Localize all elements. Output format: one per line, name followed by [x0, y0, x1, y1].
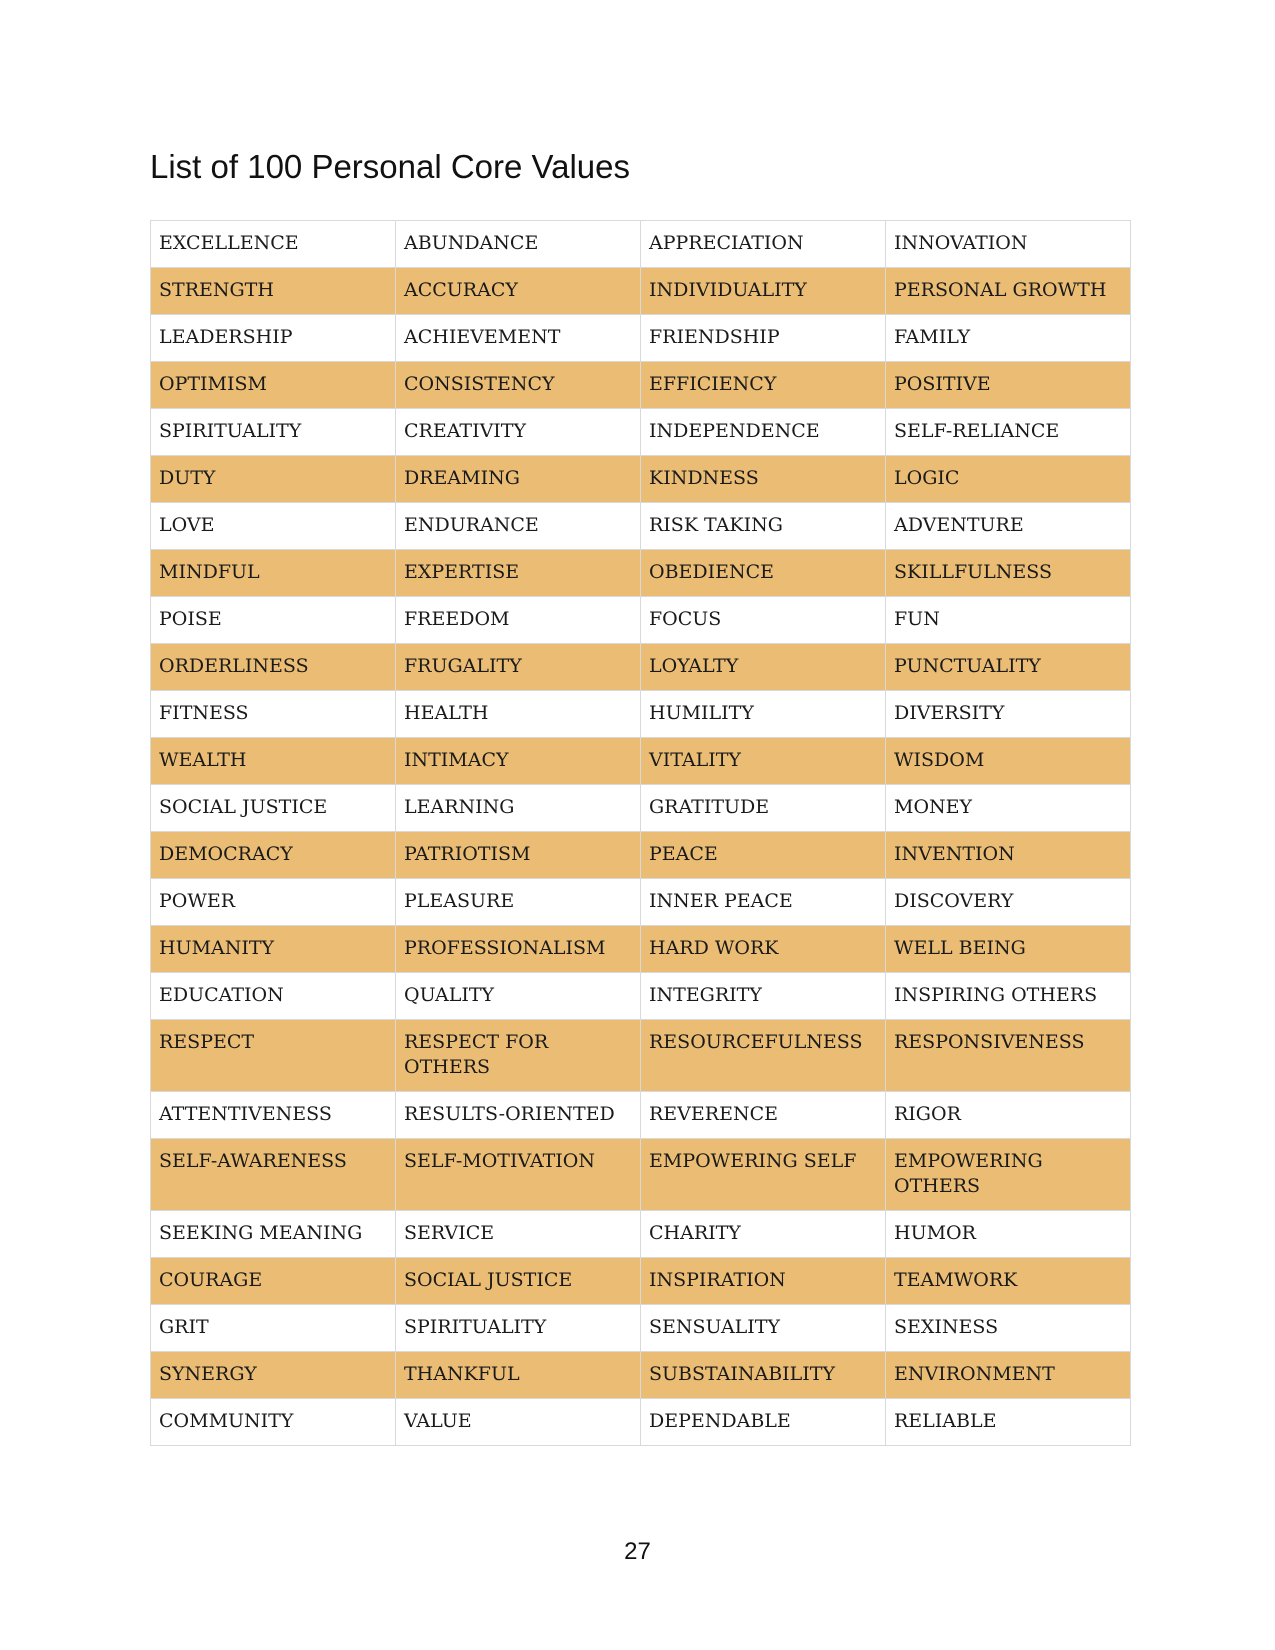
- table-cell: FAMILY: [886, 315, 1131, 362]
- table-row: [151, 503, 1131, 550]
- table-cell: RELIABLE: [886, 1399, 1131, 1446]
- table-cell: FRIENDSHIP: [641, 315, 886, 362]
- table-row: [151, 1258, 1131, 1305]
- table-cell: TEAMWORK: [886, 1258, 1131, 1305]
- core-values-table: [150, 220, 1131, 1446]
- table-row: [151, 691, 1131, 738]
- table-cell: MONEY: [886, 785, 1131, 832]
- page-title: List of 100 Personal Core Values: [150, 148, 630, 185]
- table-cell: PROFESSIONALISM: [396, 926, 641, 973]
- table-cell: PATRIOTISM: [396, 832, 641, 879]
- table-cell: HEALTH: [396, 691, 641, 738]
- table-cell: SPIRITUALITY: [396, 1305, 641, 1352]
- table-row: [151, 1399, 1131, 1446]
- table-cell: DEPENDABLE: [641, 1399, 886, 1446]
- table-cell: SEXINESS: [886, 1305, 1131, 1352]
- table-row: [151, 550, 1131, 597]
- table-cell: REVERENCE: [641, 1092, 886, 1139]
- table-row: [151, 1139, 1131, 1211]
- table-cell: ORDERLINESS: [151, 644, 396, 691]
- table-cell: SPIRITUALITY: [151, 409, 396, 456]
- table-cell: KINDNESS: [641, 456, 886, 503]
- table-cell: SELF-RELIANCE: [886, 409, 1131, 456]
- table-cell: SENSUALITY: [641, 1305, 886, 1352]
- table-cell: INSPIRATION: [641, 1258, 886, 1305]
- table-cell: INTEGRITY: [641, 973, 886, 1020]
- table-cell: PUNCTUALITY: [886, 644, 1131, 691]
- table-cell: INNER PEACE: [641, 879, 886, 926]
- table-row: [151, 315, 1131, 362]
- table-cell: SERVICE: [396, 1211, 641, 1258]
- table-cell: INNOVATION: [886, 221, 1131, 268]
- table-cell: INDIVIDUALITY: [641, 268, 886, 315]
- table-cell: ABUNDANCE: [396, 221, 641, 268]
- table-cell: EDUCATION: [151, 973, 396, 1020]
- table-cell: RISK TAKING: [641, 503, 886, 550]
- table-cell: POSITIVE: [886, 362, 1131, 409]
- table-cell: HUMOR: [886, 1211, 1131, 1258]
- table-cell: OBEDIENCE: [641, 550, 886, 597]
- table-cell: APPRECIATION: [641, 221, 886, 268]
- table-row: [151, 1211, 1131, 1258]
- table-cell: LOYALTY: [641, 644, 886, 691]
- table-cell: DIVERSITY: [886, 691, 1131, 738]
- table-cell: COMMUNITY: [151, 1399, 396, 1446]
- table-row: [151, 268, 1131, 315]
- table-cell: LOGIC: [886, 456, 1131, 503]
- table-cell: GRIT: [151, 1305, 396, 1352]
- table-row: [151, 973, 1131, 1020]
- table-row: [151, 1092, 1131, 1139]
- table-cell: COURAGE: [151, 1258, 396, 1305]
- table-cell: THANKFUL: [396, 1352, 641, 1399]
- table-row: [151, 738, 1131, 785]
- table-cell: DREAMING: [396, 456, 641, 503]
- table-cell: ACHIEVEMENT: [396, 315, 641, 362]
- table-cell: SYNERGY: [151, 1352, 396, 1399]
- table-cell: PEACE: [641, 832, 886, 879]
- table-row: [151, 362, 1131, 409]
- table-cell: DEMOCRACY: [151, 832, 396, 879]
- table-cell: SOCIAL JUSTICE: [151, 785, 396, 832]
- table-cell: INTIMACY: [396, 738, 641, 785]
- core-values-table-body: [151, 221, 1131, 1446]
- table-cell: FITNESS: [151, 691, 396, 738]
- table-cell: INVENTION: [886, 832, 1131, 879]
- table-row: [151, 926, 1131, 973]
- table-cell: POISE: [151, 597, 396, 644]
- table-cell: VITALITY: [641, 738, 886, 785]
- table-cell: SEEKING MEANING: [151, 1211, 396, 1258]
- table-cell: LEARNING: [396, 785, 641, 832]
- table-cell: RESULTS-ORIENTED: [396, 1092, 641, 1139]
- table-row: [151, 456, 1131, 503]
- table-cell: WELL BEING: [886, 926, 1131, 973]
- table-cell: INSPIRING OTHERS: [886, 973, 1131, 1020]
- table-cell: HUMILITY: [641, 691, 886, 738]
- table-cell: GRATITUDE: [641, 785, 886, 832]
- table-cell: DISCOVERY: [886, 879, 1131, 926]
- table-cell: WISDOM: [886, 738, 1131, 785]
- table-cell: SUBSTAINABILITY: [641, 1352, 886, 1399]
- table-cell: EMPOWERING SELF: [641, 1139, 886, 1211]
- table-cell: ACCURACY: [396, 268, 641, 315]
- table-row: [151, 879, 1131, 926]
- table-row: [151, 1305, 1131, 1352]
- table-row: [151, 1352, 1131, 1399]
- table-cell: RESPECT FOR OTHERS: [396, 1020, 641, 1092]
- table-cell: EXPERTISE: [396, 550, 641, 597]
- table-cell: QUALITY: [396, 973, 641, 1020]
- table-cell: INDEPENDENCE: [641, 409, 886, 456]
- table-cell: DUTY: [151, 456, 396, 503]
- table-cell: SOCIAL JUSTICE: [396, 1258, 641, 1305]
- table-cell: RESPONSIVENESS: [886, 1020, 1131, 1092]
- table-cell: EMPOWERING OTHERS: [886, 1139, 1131, 1211]
- table-cell: PLEASURE: [396, 879, 641, 926]
- table-cell: SELF-AWARENESS: [151, 1139, 396, 1211]
- table-cell: FREEDOM: [396, 597, 641, 644]
- table-cell: SKILLFULNESS: [886, 550, 1131, 597]
- table-row: [151, 832, 1131, 879]
- table-cell: HUMANITY: [151, 926, 396, 973]
- table-cell: OPTIMISM: [151, 362, 396, 409]
- table-cell: CONSISTENCY: [396, 362, 641, 409]
- table-cell: LEADERSHIP: [151, 315, 396, 362]
- table-cell: STRENGTH: [151, 268, 396, 315]
- table-cell: RESPECT: [151, 1020, 396, 1092]
- table-cell: EXCELLENCE: [151, 221, 396, 268]
- table-row: [151, 1020, 1131, 1092]
- table-cell: ATTENTIVENESS: [151, 1092, 396, 1139]
- table-cell: POWER: [151, 879, 396, 926]
- table-cell: MINDFUL: [151, 550, 396, 597]
- table-cell: FOCUS: [641, 597, 886, 644]
- table-cell: ENVIRONMENT: [886, 1352, 1131, 1399]
- table-row: [151, 644, 1131, 691]
- table-cell: FUN: [886, 597, 1131, 644]
- table-cell: CREATIVITY: [396, 409, 641, 456]
- page-number: 27: [624, 1538, 651, 1565]
- table-cell: PERSONAL GROWTH: [886, 268, 1131, 315]
- table-cell: VALUE: [396, 1399, 641, 1446]
- table-row: [151, 597, 1131, 644]
- table-cell: FRUGALITY: [396, 644, 641, 691]
- table-cell: LOVE: [151, 503, 396, 550]
- table-cell: HARD WORK: [641, 926, 886, 973]
- table-cell: CHARITY: [641, 1211, 886, 1258]
- table-cell: RESOURCEFULNESS: [641, 1020, 886, 1092]
- table-row: [151, 785, 1131, 832]
- table-cell: EFFICIENCY: [641, 362, 886, 409]
- table-cell: WEALTH: [151, 738, 396, 785]
- table-cell: RIGOR: [886, 1092, 1131, 1139]
- table-cell: ADVENTURE: [886, 503, 1131, 550]
- table-cell: SELF-MOTIVATION: [396, 1139, 641, 1211]
- table-row: [151, 409, 1131, 456]
- table-cell: ENDURANCE: [396, 503, 641, 550]
- table-row: [151, 221, 1131, 268]
